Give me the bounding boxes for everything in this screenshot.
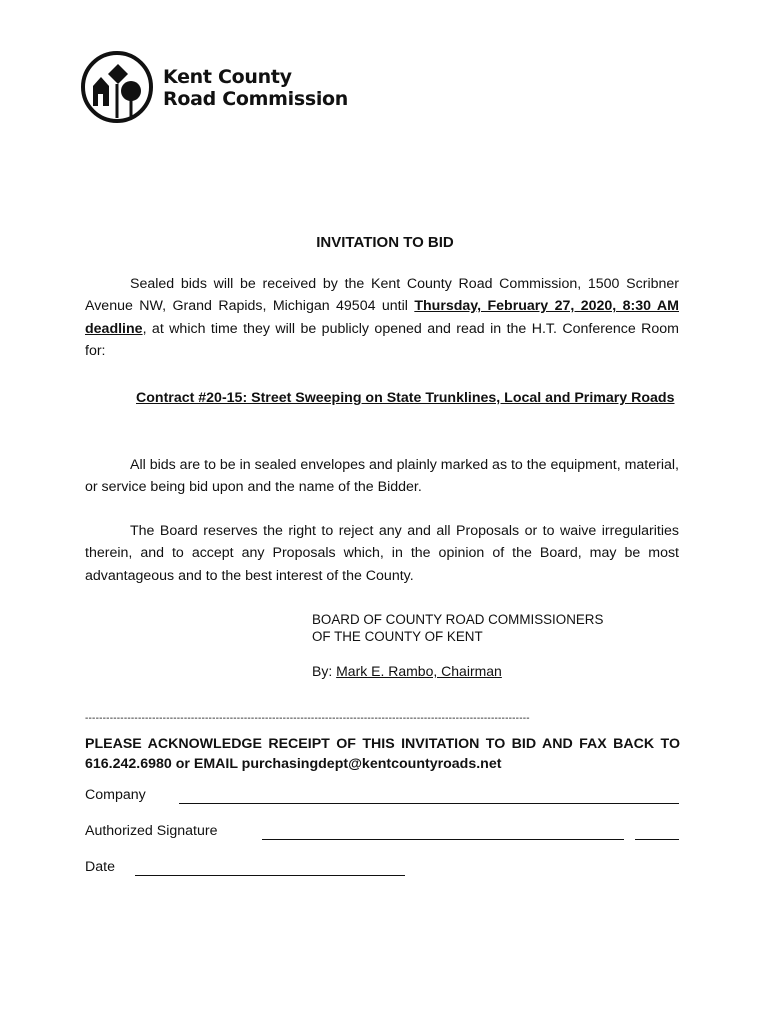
by-label: By: (312, 663, 337, 679)
logo (80, 50, 360, 124)
company-field[interactable] (179, 803, 679, 804)
page-title: INVITATION TO BID (316, 234, 454, 251)
board-line-2: OF THE COUNTY OF KENT (312, 629, 483, 644)
board-line-1: BOARD OF COUNTY ROAD COMMISSIONERS (312, 612, 604, 627)
board-rights-paragraph (85, 520, 679, 587)
cut-line-divider: ------------------------------------------------------------------------------------------------------------------------------ (85, 713, 530, 724)
contract-title: Contract #20-15: Street Sweeping on State Trunklines, Local and Primary Roads (136, 390, 675, 406)
logo-line-1: Kent County (163, 66, 292, 88)
company-label: Company (85, 787, 146, 803)
authorized-signature-field[interactable] (262, 839, 624, 840)
authorized-signature-field-extension[interactable] (635, 839, 679, 840)
bid-deadline: Thursday, February 27, 2020, 8:30 AM deadline (85, 298, 679, 337)
board-block (312, 611, 603, 645)
envelope-paragraph (85, 454, 679, 499)
board-rights-paragraph-text: The Board reserves the right to reject any and all Proposals or to waive irregularities therein, and to accept any Proposals which, in the opinion of the Board, may be most advantageous and to the best interest of the County. (85, 523, 679, 584)
bid-paragraph-outro: , at which time they will be publicly opened and read in the H.T. Conference Room for: (85, 320, 679, 359)
authorized-signature-label: Authorized Signature (85, 823, 218, 839)
kent-county-road-commission-emblem-icon (80, 50, 156, 126)
bid-paragraph-intro: Sealed bids will be received by the Kent County Road Commission, 1500 Scribner Avenue NW, Grand Rapids, Michigan 49504 until (85, 276, 679, 315)
logo-line-2: Road Commission (163, 88, 349, 110)
acknowledgement-notice: PLEASE ACKNOWLEDGE RECEIPT OF THIS INVITATION TO BID AND FAX BACK TO 616.242.6980 or EMAIL purchasingdept@kentcountyroads.net (85, 736, 680, 772)
date-field[interactable] (135, 875, 405, 876)
bid-paragraph (85, 273, 679, 362)
signed-by (312, 663, 502, 679)
signer-name: Mark E. Rambo, Chairman (336, 663, 502, 679)
date-label: Date (85, 859, 115, 875)
envelope-paragraph-text: All bids are to be in sealed envelopes and plainly marked as to the equipment, material, or service being bid upon and the name of the Bidder. (85, 457, 679, 496)
